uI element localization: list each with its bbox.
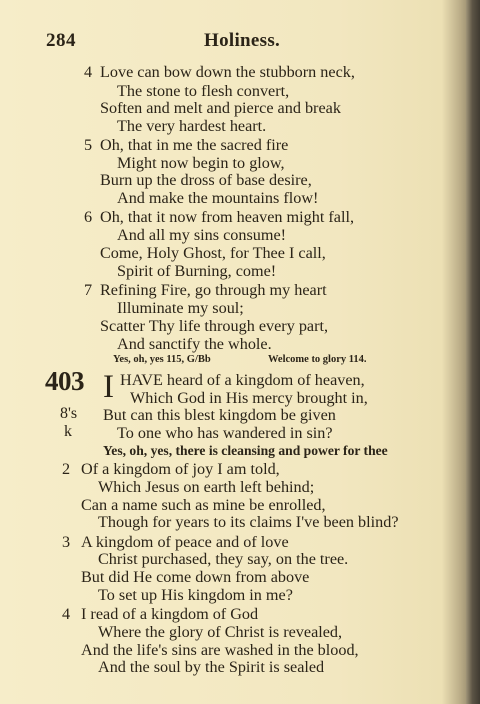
verse-line: Love can bow down the stubborn neck, bbox=[100, 63, 355, 81]
stanza-number: 2 bbox=[62, 460, 71, 478]
verse-line: And all my sins consume! bbox=[117, 226, 287, 244]
verse-line: I read of a kingdom of God bbox=[81, 605, 259, 623]
book-gutter bbox=[466, 0, 480, 704]
tune-reference: Welcome to glory 114. bbox=[268, 354, 367, 365]
stanza-number: 7 bbox=[84, 281, 93, 299]
tune-reference: Yes, oh, yes 115, G/Bb bbox=[113, 354, 211, 365]
meter-label: k bbox=[64, 423, 72, 440]
stanza-number: 3 bbox=[62, 533, 71, 551]
verse-line: Might now begin to glow, bbox=[117, 154, 285, 172]
drop-cap-initial: I bbox=[103, 369, 114, 405]
meter-label: 8's bbox=[60, 405, 78, 422]
verse-line: Can a name such as mine be enrolled, bbox=[81, 496, 326, 514]
page-number: 284 bbox=[46, 30, 76, 51]
verse-line: A kingdom of peace and of love bbox=[81, 533, 289, 551]
verse-line: Of a kingdom of joy I am told, bbox=[81, 460, 280, 478]
verse-line: Oh, that it now from heaven might fall, bbox=[100, 208, 354, 226]
verse-line: Which God in His mercy brought in, bbox=[130, 389, 368, 407]
stanza-number: 4 bbox=[84, 63, 93, 81]
verse-line: And make the mountains flow! bbox=[117, 189, 319, 207]
verse-line: And sanctify the whole. bbox=[117, 335, 272, 353]
verse-line: But can this blest kingdom be given bbox=[103, 406, 336, 424]
verse-line: Oh, that in me the sacred fire bbox=[100, 136, 289, 154]
verse-line: To set up His kingdom in me? bbox=[98, 586, 293, 604]
verse-line: Illuminate my soul; bbox=[117, 299, 244, 317]
page-header bbox=[46, 30, 346, 54]
verse-line: And the life's sins are washed in the blood, bbox=[81, 641, 359, 659]
section-title: Holiness. bbox=[204, 30, 281, 51]
stanza-number: 5 bbox=[84, 136, 93, 154]
stanza-number: 6 bbox=[84, 208, 93, 226]
verse-line: HAVE heard of a kingdom of heaven, bbox=[120, 371, 365, 389]
refrain-line: Yes, oh, yes, there is cleansing and power for thee bbox=[103, 443, 388, 458]
verse-line: Refining Fire, go through my heart bbox=[100, 281, 327, 299]
verse-line: Which Jesus on earth left behind; bbox=[98, 478, 315, 496]
verse-line: Where the glory of Christ is revealed, bbox=[98, 623, 343, 641]
hymn-number: 403 bbox=[45, 366, 84, 396]
verse-line: Spirit of Burning, come! bbox=[117, 262, 277, 280]
verse-line: And the soul by the Spirit is sealed bbox=[98, 658, 325, 676]
verse-line: Though for years to its claims I've been blind? bbox=[98, 513, 399, 531]
verse-line: Scatter Thy life through every part, bbox=[100, 317, 329, 335]
verse-line: Christ purchased, they say, on the tree. bbox=[98, 550, 349, 568]
verse-line: Come, Holy Ghost, for Thee I call, bbox=[100, 244, 326, 262]
verse-line: The stone to flesh convert, bbox=[117, 82, 290, 100]
verse-line: Burn up the dross of base desire, bbox=[100, 171, 312, 189]
verse-line: Soften and melt and pierce and break bbox=[100, 99, 341, 117]
stanza-number: 4 bbox=[62, 605, 71, 623]
verse-line: The very hardest heart. bbox=[117, 117, 267, 135]
verse-line: But did He come down from above bbox=[81, 568, 310, 586]
verse-line: To one who has wandered in sin? bbox=[117, 424, 333, 442]
